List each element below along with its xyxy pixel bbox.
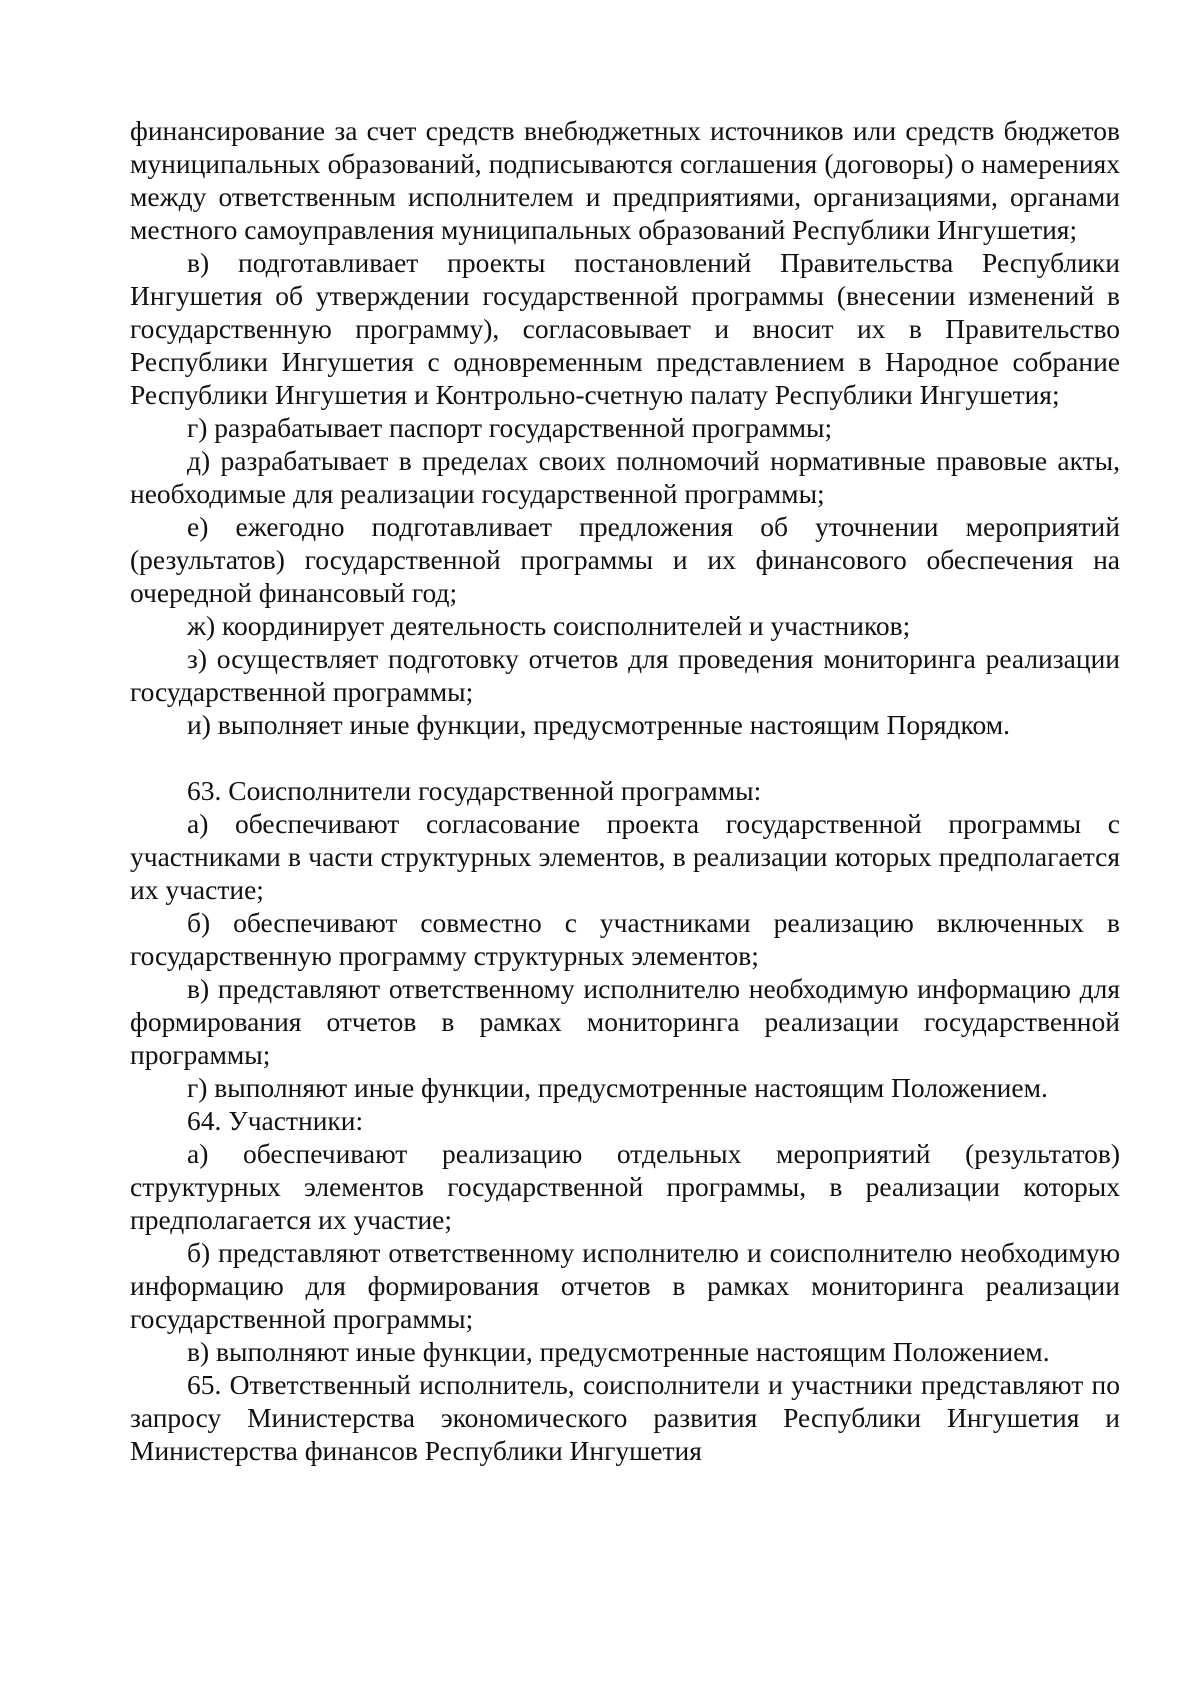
paragraph-64-b: б) представляют ответственному исполнителю и соисполнителю необходимую информацию для формирования отчетов в рамках мониторинга реализации государственной программы; [130, 1237, 1120, 1334]
document-body [130, 114, 1120, 1467]
paragraph-63-b: б) обеспечивают совместно с участниками реализацию включенных в государственную программу структурных элементов; [130, 907, 1120, 971]
section-heading-63: 63. Соисполнители государственной программы: [187, 775, 762, 806]
paragraph-item-zh: ж) координирует деятельность соисполнителей и участников; [187, 610, 911, 641]
paragraph-item-d: д) разрабатывает в пределах своих полномочий нормативные правовые акты, необходимые для реализации государственной программы; [130, 445, 1120, 509]
paragraph-item-e: е) ежегодно подготавливает предложения об уточнении мероприятий (результатов) государственной программы и их финансового обеспечения на очередной финансовый год; [130, 511, 1120, 608]
paragraph-item-g: г) разрабатывает паспорт государственной программы; [187, 412, 833, 443]
paragraph-63-g: г) выполняют иные функции, предусмотренные настоящим Положением. [187, 1072, 1048, 1103]
paragraph-64-a: а) обеспечивают реализацию отдельных мероприятий (результатов) структурных элементов государственной программы, в реализации которых предполагается их участие; [130, 1138, 1120, 1235]
paragraph-63-a: а) обеспечивают согласование проекта государственной программы с участниками в части структурных элементов, в реализации которых предполагается их участие; [130, 808, 1120, 905]
section-heading-64: 64. Участники: [187, 1105, 364, 1136]
paragraph-65: 65. Ответственный исполнитель, соисполнители и участники представляют по запросу Министерства экономического развития Республики Ингушетия и Министерства финансов Республики Ингушетия [130, 1369, 1120, 1466]
paragraph-item-v: в) подготавливает проекты постановлений Правительства Республики Ингушетия об утверждении государственной программы (внесении изменений в государственную программу), согласовывает и вносит их в Правительство Республики Ингушетия с одновременным представлением в Народное собрание Республики Ингушетия и Контрольно-счетную палату Республики Ингушетия; [130, 247, 1120, 410]
paragraph-64-v: в) выполняют иные функции, предусмотренные настоящим Положением. [187, 1336, 1050, 1367]
paragraph-item-z: з) осуществляет подготовку отчетов для проведения мониторинга реализации государственной программы; [130, 643, 1120, 707]
paragraph-continuation: финансирование за счет средств внебюджетных источников или средств бюджетов муниципальных образований, подписываются соглашения (договоры) о намерениях между ответственным исполнителем и предприятиями, организациями, органами местного самоуправления муниципальных образований Республики Ингушетия; [130, 115, 1120, 245]
paragraph-item-i: и) выполняет иные функции, предусмотренные настоящим Порядком. [187, 709, 1010, 740]
paragraph-63-v: в) представляют ответственному исполнителю необходимую информацию для формирования отчетов в рамках мониторинга реализации государственной программы; [130, 973, 1120, 1070]
